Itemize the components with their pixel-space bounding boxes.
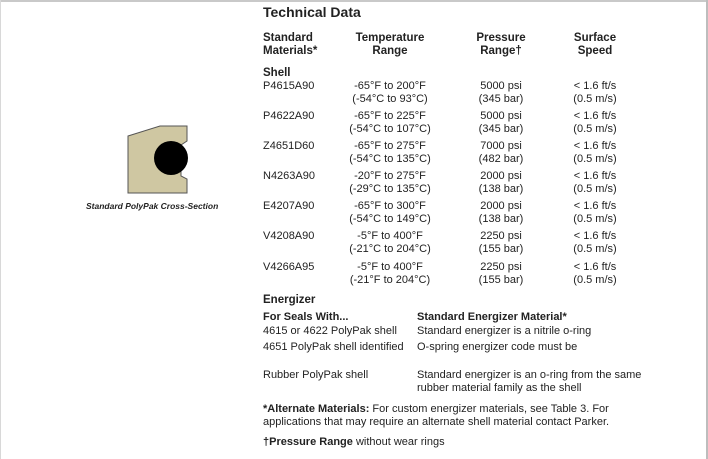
page-top-edge: [0, 0, 708, 2]
pressure-bar: (138 bar): [478, 213, 524, 226]
table-row: [0, 261, 708, 291]
header-pressure-line2: Range†: [480, 45, 522, 57]
temp-celsius: (-54°C to 135°C): [349, 153, 431, 166]
material-code: N4263A90: [263, 170, 315, 183]
pressure-range: [455, 140, 547, 166]
energizer-col1-header: For Seals With...: [263, 311, 349, 323]
pressure-bar: (345 bar): [478, 93, 524, 105]
temperature-range: [335, 200, 445, 226]
temp-fahrenheit: -20°F to 275°F: [354, 170, 426, 183]
material-code: Z4651D60: [263, 140, 315, 153]
header-speed: [555, 32, 635, 58]
table-row: [0, 110, 708, 140]
material-code: E4207A90: [263, 200, 315, 213]
temperature-range: [335, 261, 445, 287]
speed-fts: < 1.6 ft/s: [573, 200, 617, 213]
pressure-bar: (155 bar): [478, 273, 524, 286]
surface-speed: [555, 261, 635, 287]
pressure-psi: 5000 psi: [480, 80, 522, 92]
table-row: [0, 230, 708, 260]
material-code: V4266A95: [263, 260, 315, 273]
header-speed-line2: Speed: [577, 45, 613, 57]
speed-fts: < 1.6 ft/s: [573, 260, 617, 273]
temp-fahrenheit: -65°F to 300°F: [354, 200, 426, 213]
pressure-range: [455, 200, 547, 226]
energizer-material: O-spring energizer code must be: [417, 341, 578, 353]
header-pressure-line1: Pressure: [476, 32, 526, 44]
temperature-range: [335, 170, 445, 196]
speed-ms: (0.5 m/s): [573, 273, 617, 286]
energizer-material: Standard energizer is an o-ring from the same rubber material family as the shell: [417, 369, 642, 394]
materials-table: [0, 80, 708, 291]
temp-celsius: (-54°C to 93°C): [352, 93, 428, 105]
header-temperature-line1: Temperature: [355, 32, 425, 44]
pressure-range: [455, 230, 547, 256]
energizer-subheading: Energizer: [263, 294, 316, 306]
temperature-range: [335, 230, 445, 256]
temperature-range: [335, 80, 445, 106]
header-speed-line1: Surface: [573, 32, 617, 44]
speed-fts: < 1.6 ft/s: [573, 140, 617, 153]
pressure-psi: 2250 psi: [480, 230, 522, 243]
alternate-materials-label: *Alternate Materials:: [263, 403, 370, 415]
temp-celsius: (-21°C to 204°C): [349, 243, 431, 256]
figure-caption: Standard PolyPak Cross-Section: [86, 201, 219, 211]
temp-celsius: (-29°C to 135°C): [349, 183, 431, 196]
pressure-range-text: without wear rings: [352, 436, 445, 448]
header-temperature: [335, 32, 445, 58]
material-code: P4622A90: [263, 110, 315, 123]
speed-fts: < 1.6 ft/s: [573, 110, 617, 123]
energizer-col2-header: Standard Energizer Material*: [417, 311, 567, 323]
header-materials-line2: Materials*: [263, 45, 318, 57]
pressure-bar: (138 bar): [478, 183, 524, 196]
speed-ms: (0.5 m/s): [573, 183, 617, 196]
speed-ms: (0.5 m/s): [573, 93, 617, 105]
speed-fts: < 1.6 ft/s: [573, 170, 617, 183]
pressure-range: [455, 170, 547, 196]
temperature-range: [335, 140, 445, 166]
pressure-psi: 2250 psi: [480, 260, 522, 273]
section-title: Technical Data: [263, 4, 361, 20]
header-temperature-line2: Range: [372, 45, 408, 57]
surface-speed: [555, 230, 635, 256]
speed-ms: (0.5 m/s): [573, 213, 617, 226]
pressure-range: [455, 261, 547, 287]
surface-speed: [555, 110, 635, 136]
speed-fts: < 1.6 ft/s: [573, 80, 617, 92]
speed-ms: (0.5 m/s): [573, 123, 617, 136]
pressure-psi: 2000 psi: [480, 170, 522, 183]
material-code: V4208A90: [263, 230, 315, 243]
energizer-material: Standard energizer is a nitrile o-ring: [417, 325, 592, 337]
energizer-seal: 4651 PolyPak shell identified: [263, 341, 404, 353]
temp-fahrenheit: -5°F to 400°F: [357, 230, 423, 243]
table-row: [0, 80, 708, 110]
temperature-range: [335, 110, 445, 136]
surface-speed: [555, 140, 635, 166]
surface-speed: [555, 80, 635, 106]
table-row: [0, 140, 708, 170]
alternate-materials-text: For custom energizer materials, see Table 3. For applications that may require an alternate shell material contact Parker.: [263, 403, 610, 428]
pressure-bar: (155 bar): [478, 243, 524, 256]
pressure-psi: 2000 psi: [480, 200, 522, 213]
speed-fts: < 1.6 ft/s: [573, 230, 617, 243]
pressure-range: [455, 80, 547, 106]
energizer-seal: 4615 or 4622 PolyPak shell: [263, 325, 397, 337]
temp-fahrenheit: -65°F to 225°F: [354, 110, 426, 123]
table-row: [0, 170, 708, 200]
temp-fahrenheit: -5°F to 400°F: [357, 260, 423, 273]
surface-speed: [555, 200, 635, 226]
shell-subheading: Shell: [263, 67, 291, 79]
speed-ms: (0.5 m/s): [573, 243, 617, 256]
energizer-seal: Rubber PolyPak shell: [263, 369, 369, 381]
temp-fahrenheit: -65°F to 200°F: [354, 80, 426, 92]
pressure-psi: 5000 psi: [480, 110, 522, 123]
pressure-range: [455, 110, 547, 136]
header-pressure: [455, 32, 547, 58]
surface-speed: [555, 170, 635, 196]
pressure-range-label: †Pressure Range: [263, 436, 353, 448]
pressure-range-note: [263, 436, 663, 449]
temp-celsius: (-21°F to 204°C): [349, 273, 431, 286]
temp-celsius: (-54°C to 107°C): [349, 123, 431, 136]
table-row: [0, 200, 708, 230]
pressure-psi: 7000 psi: [480, 140, 522, 153]
header-materials: [263, 32, 317, 58]
temp-fahrenheit: -65°F to 275°F: [354, 140, 426, 153]
pressure-bar: (482 bar): [478, 153, 524, 166]
material-code: P4615A90: [263, 80, 315, 92]
alternate-materials-note: [263, 403, 663, 429]
speed-ms: (0.5 m/s): [573, 153, 617, 166]
pressure-bar: (345 bar): [478, 123, 524, 136]
header-materials-line1: Standard: [263, 32, 313, 44]
temp-celsius: (-54°C to 149°C): [349, 213, 431, 226]
